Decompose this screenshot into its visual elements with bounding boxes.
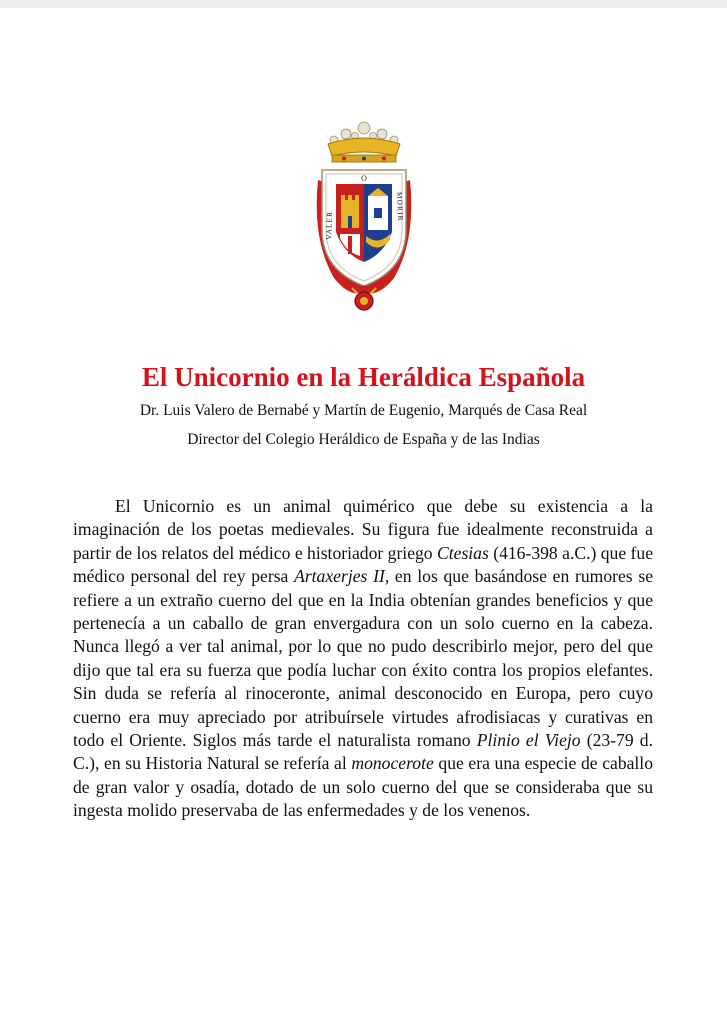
italic-name: Plinio el Viejo: [476, 730, 581, 751]
author-position: Director del Colegio Heráldico de España y de las Indias: [187, 431, 540, 448]
italic-term: monocerote: [351, 753, 434, 774]
motto-center: O: [361, 174, 367, 183]
text-run: que era una especie de caballo de gran valor y osadía, dotado de un solo cuerno del que se consideraba que su ingesta molido preservaba de las enfermedades y de los venenos.: [73, 753, 653, 821]
motto-left: VALER: [324, 210, 335, 241]
crown-icon: [328, 122, 400, 162]
text-run: (23-79 d. C.), en su Historia Natural se refería al: [73, 730, 653, 774]
text-run: , en los que basándose en rumores se refiere a un extraño cuerno del que en la India obtenían grandes beneficios y que pertenecía a un caballo de gran envergadura con un solo cuerno en la cabeza. Nunca llegó a ver tal animal, por lo que no pudo describirlo mejor, pero del que dijo que tal era su fuerza que podía luchar con éxito contra los propios elefantes. Sin duda se refería al rinoceronte, animal desconocido en Europa, pero cuyo cuerno era muy apreciado por atribuírsele virtudes afrodisiacas y curativas en todo el Oriente. Siglos más tarde el naturalista romano: [73, 566, 654, 751]
page-title: El Unicornio en la Heráldica Española: [141, 362, 586, 392]
italic-name: Ctesias: [437, 542, 489, 563]
author-line: Dr. Luis Valero de Bernabé y Martín de Eugenio, Marqués de Casa Real: [139, 402, 588, 419]
document-page: [0, 8, 727, 1023]
coat-of-arms-icon: [304, 120, 424, 320]
italic-name: Artaxerjes II: [294, 566, 385, 587]
text-run: El Unicornio es un animal quimérico que debe su existencia a la imaginación de los poetas medievales. Su figura fue idealmente reconstruida a partir de los relatos del médico e historiador griego: [73, 496, 653, 563]
text-run: (416-398 a.C.) que fue médico personal del rey persa: [73, 542, 653, 587]
motto-right: MORIR: [395, 191, 406, 222]
body-paragraph: [73, 495, 653, 823]
